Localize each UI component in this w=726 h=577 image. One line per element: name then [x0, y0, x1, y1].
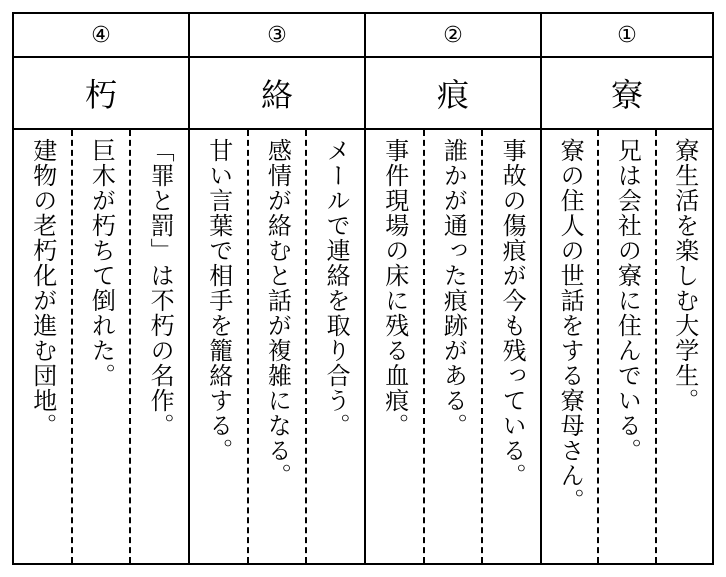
- sentence-column: [599, 130, 656, 563]
- panel-2: [364, 14, 540, 563]
- example-sentence: 寮生活を楽しむ大学生。: [670, 138, 699, 413]
- sentence-columns: [366, 130, 540, 563]
- example-sentence: メールで連絡を取り合う。: [322, 138, 351, 438]
- sentence-column: [307, 130, 364, 563]
- example-sentence: 「罪と罰」は不朽の名作。: [146, 138, 175, 438]
- example-sentence: 事件現場の床に残る血痕。: [380, 138, 409, 438]
- sentence-column: [249, 130, 308, 563]
- target-kanji: 朽: [14, 58, 188, 130]
- sentence-column: [425, 130, 484, 563]
- sentence-column: [657, 130, 712, 563]
- sentence-column: [131, 130, 188, 563]
- panel-number: ②: [366, 14, 540, 58]
- target-kanji: 寮: [542, 58, 712, 130]
- example-sentence: 事故の傷痕が今も残っている。: [498, 138, 527, 488]
- target-kanji: 痕: [366, 58, 540, 130]
- sentence-columns: [14, 130, 188, 563]
- panel-1: [540, 14, 712, 563]
- sentence-column: [73, 130, 132, 563]
- panel-4: [14, 14, 188, 563]
- example-sentence: 感情が絡むと話が複雑になる。: [263, 138, 292, 488]
- example-sentence: 寮の住人の世話をする寮母さん。: [556, 138, 585, 513]
- example-sentence: 兄は会社の寮に住んでいる。: [613, 138, 642, 463]
- example-sentence: 建物の老朽化が進む団地。: [28, 138, 57, 438]
- sentence-column: [542, 130, 599, 563]
- kanji-worksheet: [12, 12, 714, 565]
- panel-number: ④: [14, 14, 188, 58]
- sentence-column: [366, 130, 425, 563]
- sentence-column: [190, 130, 249, 563]
- panel-3: [188, 14, 364, 563]
- sentence-columns: [190, 130, 364, 563]
- target-kanji: 絡: [190, 58, 364, 130]
- example-sentence: 甘い言葉で相手を籠絡する。: [204, 138, 233, 463]
- sentence-column: [483, 130, 540, 563]
- sentence-column: [14, 130, 73, 563]
- sentence-columns: [542, 130, 712, 563]
- example-sentence: 誰かが通った痕跡がある。: [439, 138, 468, 438]
- panel-number: ③: [190, 14, 364, 58]
- panel-number: ①: [542, 14, 712, 58]
- example-sentence: 巨木が朽ちて倒れた。: [87, 138, 116, 388]
